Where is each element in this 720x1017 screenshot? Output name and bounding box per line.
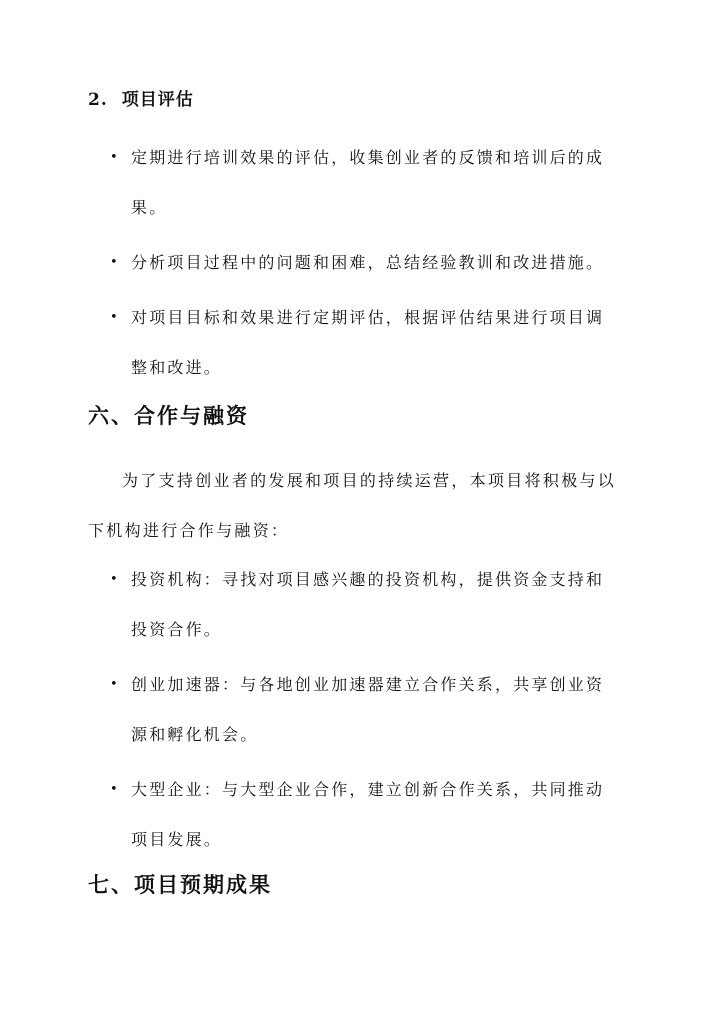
bullet-icon: • [110,150,120,165]
bullet-icon: • [110,677,120,692]
list-item-text: 创业加速器：与各地创业加速器建立合作关系，共享创业资源和孵化机会。 [131,675,605,744]
evaluation-list [0,133,621,393]
section-heading-expected-outcomes: 七、项目预期成果 [88,872,272,897]
bullet-icon: • [110,255,120,270]
list-item-text: 对项目目标和效果进行定期评估，根据评估结果进行项目调整和改进。 [131,308,605,377]
subsection-title: 项目评估 [121,90,194,110]
list-item [0,660,621,760]
list-item-text: 投资机构：寻找对项目感兴趣的投资机构，提供资金支持和投资合作。 [131,570,605,639]
section-heading-cooperation-financing: 六、合作与融资 [88,403,249,428]
section-intro-paragraph: 为了支持创业者的发展和项目的持续运营，本项目将积极与以下机构进行合作与融资： [88,471,617,540]
list-item [0,133,621,233]
bullet-icon: • [110,572,120,587]
list-item-text: 分析项目过程中的问题和困难，总结经验教训和改进措施。 [131,253,605,272]
list-item [0,555,621,655]
partner-list [0,555,621,865]
bullet-icon: • [110,310,120,325]
bullet-icon: • [110,782,120,797]
subsection-heading-project-evaluation [88,86,194,114]
list-item-text: 大型企业：与大型企业合作，建立创新合作关系，共同推动项目发展。 [131,780,605,849]
list-item [0,293,621,393]
list-item-text: 定期进行培训效果的评估，收集创业者的反馈和培训后的成果。 [131,148,605,217]
list-item [0,238,621,288]
subsection-number: 2. [88,90,108,110]
list-item [0,765,621,865]
